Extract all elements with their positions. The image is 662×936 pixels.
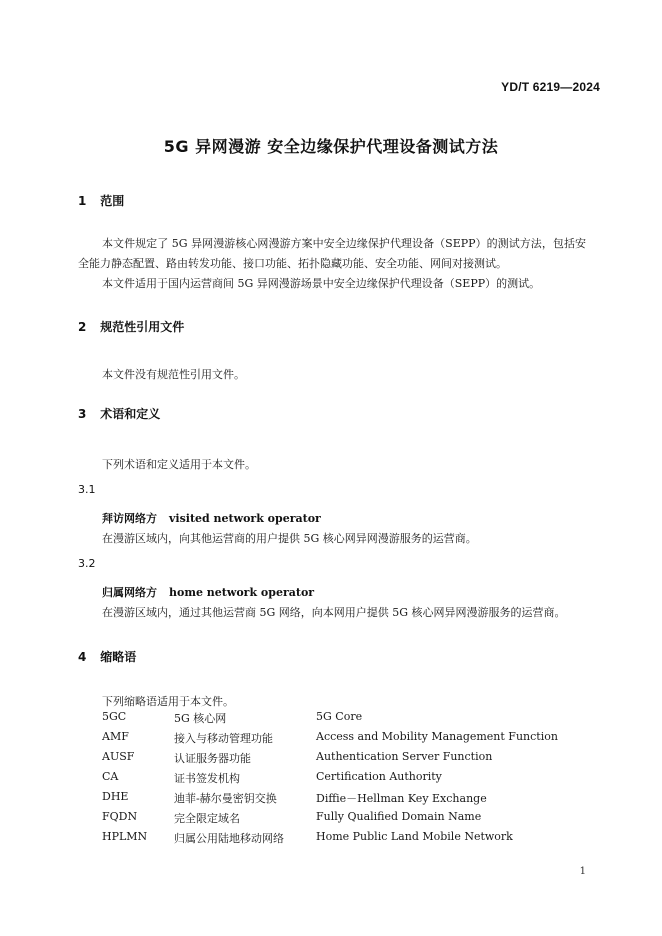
- section-title: 术语和定义: [100, 407, 161, 421]
- document-title: 5G 异网漫游 安全边缘保护代理设备测试方法: [163, 137, 499, 156]
- term-definition: 在漫游区域内，通过其他运营商 5G 网络，向本网用户提供 5G 核心网异网漫游服务的运营商。: [102, 606, 566, 619]
- page-number: 1: [579, 866, 586, 877]
- section-3-intro: 下列术语和定义适用于本文件。: [102, 458, 256, 471]
- section-2-heading: [78, 318, 184, 335]
- term-zh: 归属网络方: [102, 586, 157, 599]
- abbreviation: HPLMN: [102, 830, 148, 843]
- term-en: visited network operator: [169, 512, 321, 525]
- abbreviation: 5GC: [102, 710, 127, 723]
- section-3-heading: [78, 405, 160, 422]
- section-number: 2: [78, 320, 87, 334]
- abbreviation: CA: [102, 770, 119, 783]
- abbreviation-zh: 认证服务器功能: [174, 752, 251, 765]
- section-title: 缩略语: [100, 650, 137, 664]
- section-number: 1: [78, 194, 87, 208]
- abbreviation-en: Certification Authority: [316, 770, 442, 783]
- abbreviation-zh: 证书签发机构: [174, 772, 240, 785]
- abbreviation-en: Fully Qualified Domain Name: [316, 810, 482, 823]
- abbreviation-zh: 5G 核心网: [174, 712, 227, 725]
- abbreviation-zh: 归属公用陆地移动网络: [174, 832, 284, 845]
- abbreviation-en: Home Public Land Mobile Network: [316, 830, 513, 843]
- abbreviation: AUSF: [102, 750, 135, 763]
- term-en: home network operator: [169, 586, 315, 599]
- section-title: 规范性引用文件: [100, 320, 185, 334]
- section-2-text: 本文件没有规范性引用文件。: [102, 368, 245, 381]
- term-heading: [102, 584, 314, 600]
- abbreviation-en: Authentication Server Function: [316, 750, 493, 763]
- abbreviation-zh: 接入与移动管理功能: [174, 732, 273, 745]
- section-number: 4: [78, 650, 87, 664]
- abbreviation-zh: 完全限定域名: [174, 812, 240, 825]
- section-4-heading: [78, 648, 136, 665]
- abbreviation-en: Access and Mobility Management Function: [316, 730, 558, 743]
- term-heading: [102, 510, 321, 526]
- abbreviation: FQDN: [102, 810, 138, 823]
- standard-code: YD/T 6219—2024: [501, 80, 600, 94]
- paragraph: 本文件规定了 5G 异网漫游核心网漫游方案中安全边缘保护代理设备（SEPP）的测试方法，包括安全能力静态配置、路由转发功能、接口功能、拓扑隐藏功能、安全功能、网间对接测试。: [78, 237, 586, 270]
- abbreviation: AMF: [102, 730, 129, 743]
- paragraph: 本文件适用于国内运营商间 5G 异网漫游场景中安全边缘保护代理设备（SEPP）的测试。: [102, 277, 541, 290]
- section-1-body: [78, 234, 586, 294]
- abbreviation-zh: 迪菲-赫尔曼密钥交换: [174, 792, 277, 805]
- section-1-heading: [78, 192, 124, 209]
- abbreviation-en: Diffie－Hellman Key Exchange: [316, 792, 487, 805]
- abbreviation: DHE: [102, 790, 129, 803]
- section-number: 3: [78, 407, 87, 421]
- section-title: 范围: [100, 194, 125, 208]
- term-number: 3.1: [78, 483, 96, 496]
- term-number: 3.2: [78, 557, 96, 570]
- abbreviation-en: 5G Core: [316, 710, 363, 723]
- term-definition: 在漫游区域内，向其他运营商的用户提供 5G 核心网异网漫游服务的运营商。: [102, 532, 477, 545]
- section-4-intro: 下列缩略语适用于本文件。: [102, 695, 234, 708]
- term-zh: 拜访网络方: [102, 512, 157, 525]
